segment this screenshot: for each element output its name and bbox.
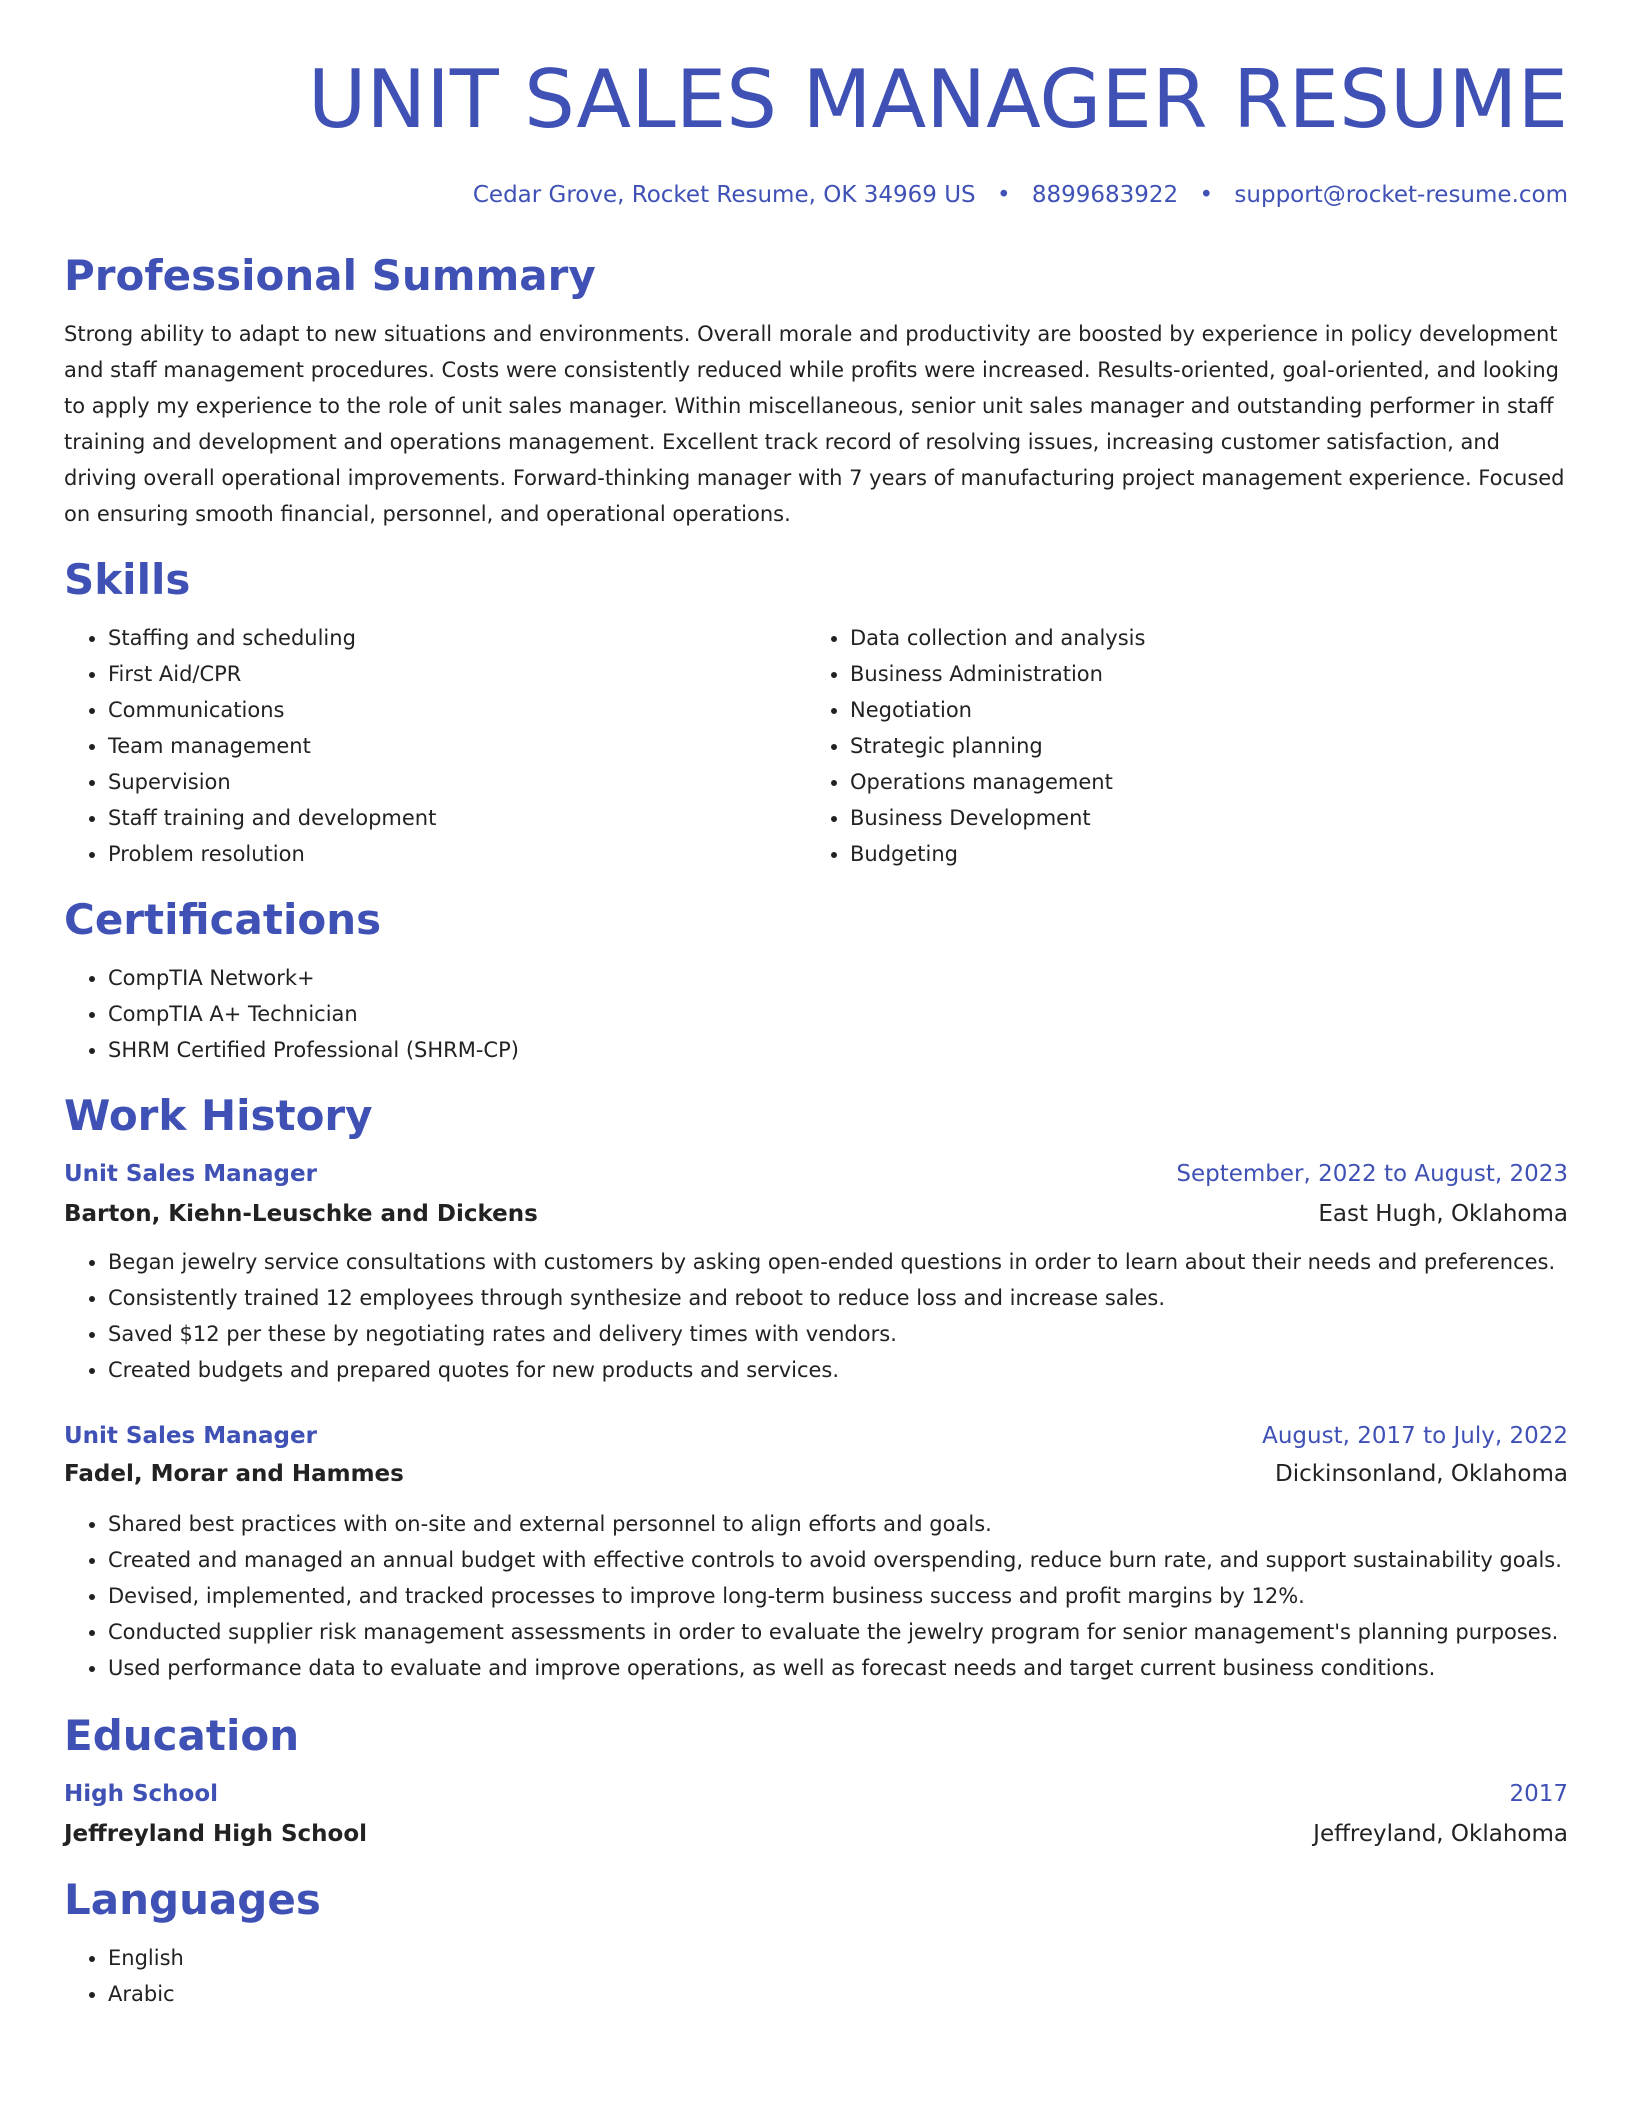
- languages-list: [64, 1940, 1568, 2012]
- languages-section: [64, 1874, 1568, 2012]
- education-heading: Education: [64, 1711, 300, 1760]
- education-year: 2017: [1509, 1781, 1568, 1807]
- job-header-row: [64, 1156, 1568, 1192]
- skills-heading: Skills: [64, 555, 191, 604]
- job-dates: September, 2022 to August, 2023: [1176, 1161, 1568, 1187]
- skill-item: • Negotiation: [850, 692, 1548, 728]
- contact-email: support@rocket-resume.com: [1234, 182, 1568, 208]
- job-company: Fadel, Morar and Hammes: [64, 1461, 404, 1487]
- language-item: • Arabic: [108, 1976, 1568, 2012]
- skills-grid: [64, 620, 1568, 872]
- skill-item: • Business Administration: [850, 656, 1548, 692]
- certifications-section: [64, 894, 1568, 1068]
- job-company-row: [64, 1196, 1568, 1232]
- certification-item: • SHRM Certified Professional (SHRM-CP): [108, 1032, 1568, 1068]
- job-dates: August, 2017 to July, 2022: [1262, 1423, 1568, 1449]
- skill-item: • First Aid/CPR: [108, 656, 806, 692]
- job-bullet: • Conducted supplier risk management assessments in order to evaluate the jewelry program for senior management's planning purposes.: [108, 1614, 1568, 1650]
- skills-section: [64, 554, 1568, 872]
- certification-item: • CompTIA Network+: [108, 960, 1568, 996]
- summary-heading: Professional Summary: [64, 251, 596, 300]
- job-company-row: [64, 1456, 1568, 1492]
- resume-title: UNIT SALES MANAGER RESUME: [307, 53, 1568, 146]
- job-bullets: [64, 1244, 1568, 1388]
- education-school-row: [64, 1816, 1568, 1852]
- skill-item: • Communications: [108, 692, 806, 728]
- resume-page: [64, 52, 1568, 2012]
- job-bullet: • Shared best practices with on-site and external personnel to align efforts and goals.: [108, 1506, 1568, 1542]
- job-company: Barton, Kiehn-Leuschke and Dickens: [64, 1201, 538, 1227]
- job-bullet: • Created and managed an annual budget with effective controls to avoid overspending, reduce burn rate, and support sustainability goals.: [108, 1542, 1568, 1578]
- language-item: • English: [108, 1940, 1568, 1976]
- job-bullets: [64, 1506, 1568, 1686]
- job-bullet: • Consistently trained 12 employees through synthesize and reboot to reduce loss and increase sales.: [108, 1280, 1568, 1316]
- job-entry: [64, 1156, 1568, 1388]
- education-section: [64, 1710, 1568, 1852]
- skill-item: • Team management: [108, 728, 806, 764]
- job-bullet: • Created budgets and prepared quotes for new products and services.: [108, 1352, 1568, 1388]
- languages-heading: Languages: [64, 1875, 321, 1924]
- skill-item: • Staff training and development: [108, 800, 806, 836]
- skill-item: • Budgeting: [850, 836, 1548, 872]
- skill-item: • Staffing and scheduling: [108, 620, 806, 656]
- job-title: Unit Sales Manager: [64, 1161, 317, 1187]
- skill-item: • Data collection and analysis: [850, 620, 1548, 656]
- job-header-row: [64, 1418, 1568, 1454]
- skills-list-right: [806, 620, 1548, 872]
- contact-separator: •: [1199, 182, 1214, 208]
- job-bullet: • Began jewelry service consultations with customers by asking open-ended questions in order to learn about their needs and preferences.: [108, 1244, 1568, 1280]
- job-entry: [64, 1418, 1568, 1686]
- job-title: Unit Sales Manager: [64, 1423, 317, 1449]
- job-location: East Hugh, Oklahoma: [1318, 1201, 1568, 1227]
- summary-section: [64, 250, 1568, 532]
- skill-item: • Business Development: [850, 800, 1548, 836]
- certifications-list: [64, 960, 1568, 1068]
- skills-column-right: [806, 620, 1548, 872]
- contact-line: [64, 180, 1568, 210]
- contact-separator: •: [996, 182, 1011, 208]
- education-location: Jeffreyland, Oklahoma: [1313, 1821, 1568, 1847]
- work-history-heading: Work History: [64, 1091, 373, 1140]
- skill-item: • Strategic planning: [850, 728, 1548, 764]
- job-bullet: • Saved $12 per these by negotiating rates and delivery times with vendors.: [108, 1316, 1568, 1352]
- job-bullet: • Used performance data to evaluate and improve operations, as well as forecast needs and target current business conditions.: [108, 1650, 1568, 1686]
- education-school: Jeffreyland High School: [64, 1821, 368, 1847]
- job-bullet: • Devised, implemented, and tracked processes to improve long-term business success and profit margins by 12%.: [108, 1578, 1568, 1614]
- skill-item: • Problem resolution: [108, 836, 806, 872]
- education-header-row: [64, 1776, 1568, 1812]
- education-degree: High School: [64, 1781, 219, 1807]
- certification-item: • CompTIA A+ Technician: [108, 996, 1568, 1032]
- contact-address: Cedar Grove, Rocket Resume, OK 34969 US: [472, 182, 976, 208]
- summary-text: Strong ability to adapt to new situations and environments. Overall morale and productivity are boosted by experience in policy development and staff management procedures. Costs were consistently reduced while profits were increased. Results-oriented, goal-oriented, and looking to apply my experience to the role of unit sales manager. Within miscellaneous, senior unit sales manager and outstanding performer in staff training and development and operations management. Excellent track record of resolving issues, increasing customer satisfaction, and driving overall operational improvements. Forward-thinking manager with 7 years of manufacturing project management experience. Focused on ensuring smooth financial, personnel, and operational operations.: [64, 322, 1565, 526]
- contact-phone: 8899683922: [1031, 182, 1179, 208]
- skills-list-left: [64, 620, 806, 872]
- work-history-section: [64, 1090, 1568, 1686]
- job-location: Dickinsonland, Oklahoma: [1274, 1461, 1568, 1487]
- skill-item: • Supervision: [108, 764, 806, 800]
- certifications-heading: Certifications: [64, 895, 382, 944]
- skills-column-left: [64, 620, 806, 872]
- skill-item: • Operations management: [850, 764, 1548, 800]
